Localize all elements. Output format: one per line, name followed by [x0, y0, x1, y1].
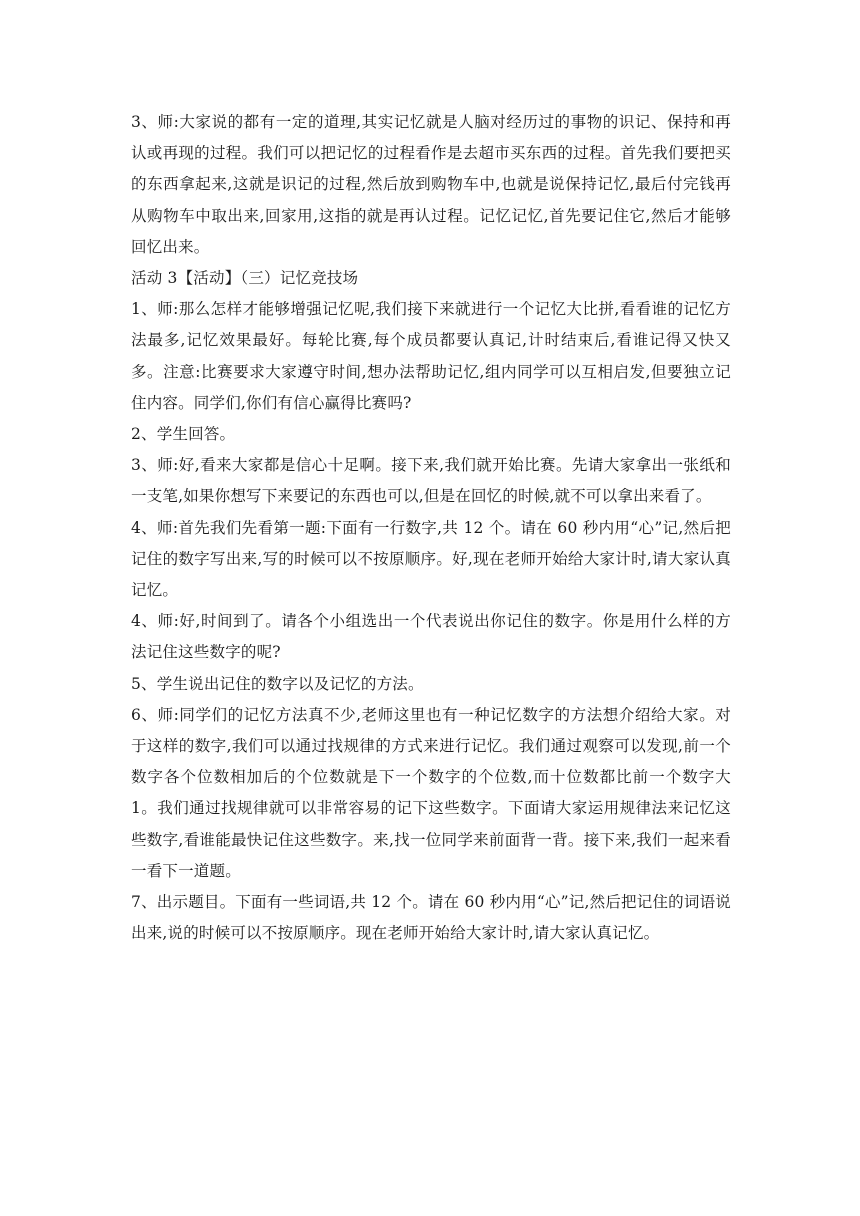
paragraph-step-5: 5、学生说出记住的数字以及记忆的方法。 [131, 674, 424, 693]
paragraph-step-6: 6、师:同学们的记忆方法真不少,老师这里也有一种记忆数字的方法想介绍给大家。对于这样的数字,我们可以通过找规律的方式来进行记忆。我们通过观察可以发现,前一个数字各个位数相加后的个位数就是下一个数字的个位数,而十位数都比前一个数字大 1。我们通过找规律就可以非常容易的记下这些数字。下面请大家运用规律法来记忆这些数字,看谁能最快记住这些数字。来,找一位同学来前面背一背。接下来,我们一起来看一看下一道题。 [131, 705, 731, 880]
paragraph-step-3: 3、师:好,看来大家都是信心十足啊。接下来,我们就开始比赛。先请大家拿出一张纸和一支笔,如果你想写下来要记的东西也可以,但是在回忆的时候,就不可以拿出来看了。 [131, 456, 731, 506]
document-page [131, 107, 731, 949]
paragraph-step-1: 1、师:那么怎样才能够增强记忆呢,我们接下来就进行一个记忆大比拼,看看谁的记忆方法最多,记忆效果最好。每轮比赛,每个成员都要认真记,计时结束后,看谁记得又快又多。注意:比赛要求大家遵守时间,想办法帮助记忆,组内同学可以互相启发,但要独立记住内容。同学们,你们有信心赢得比赛吗? [131, 300, 731, 412]
paragraph-step-4a: 4、师:首先我们先看第一题:下面有一行数字,共 12 个。请在 60 秒内用“心”记,然后把记住的数字写出来,写的时候可以不按原顺序。好,现在老师开始给大家计时,请大家认真记忆。 [131, 518, 731, 600]
paragraph-step-7: 7、出示题目。下面有一些词语,共 12 个。请在 60 秒内用“心”记,然后把记住的词语说出来,说的时候可以不按原顺序。现在老师开始给大家计时,请大家认真记忆。 [131, 893, 731, 943]
paragraph-step-2: 2、学生回答。 [131, 425, 236, 444]
section-heading-activity-3: 活动 3【活动】（三）记忆竞技场 [131, 269, 359, 288]
paragraph-intro-memory-definition: 3、师:大家说的都有一定的道理,其实记忆就是人脑对经历过的事物的识记、保持和再认或再现的过程。我们可以把记忆的过程看作是去超市买东西的过程。首先我们要把买的东西拿起来,这就是识记的过程,然后放到购物车中,也就是说保持记忆,最后付完钱再从购物车中取出来,回家用,这指的就是再认过程。记忆记忆,首先要记住它,然后才能够回忆出来。 [131, 113, 731, 256]
paragraph-step-4b: 4、师:好,时间到了。请各个小组选出一个代表说出你记住的数字。你是用什么样的方法记住这些数字的呢? [131, 612, 731, 662]
